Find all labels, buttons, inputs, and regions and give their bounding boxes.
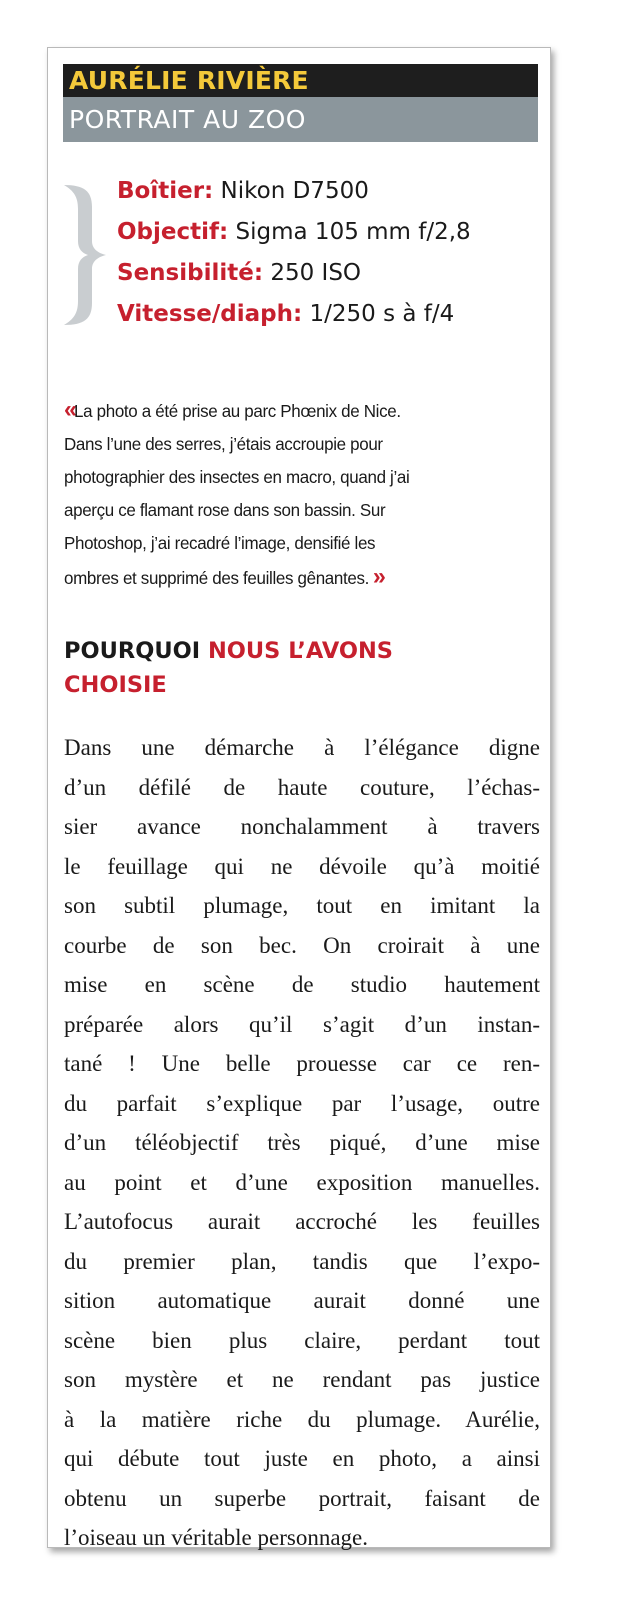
- section-heading: [64, 634, 534, 702]
- spec-row-iso: [117, 253, 547, 294]
- spec-row-speed: [117, 294, 547, 335]
- spec-value: Nikon D7500: [213, 178, 369, 204]
- quote-line: photographier des insectes en macro, quand j’ai: [64, 467, 410, 487]
- body-line: son subtil plumage, tout en imitant la: [64, 893, 540, 918]
- body-line: sition automatique aurait donné une: [64, 1288, 540, 1313]
- spec-label: Vitesse/diaph:: [117, 301, 303, 327]
- photo-caption-card: [47, 47, 551, 1548]
- spec-label: Objectif:: [117, 219, 229, 245]
- open-quote-mark: «: [64, 396, 75, 423]
- photographer-name: AURÉLIE RIVIÈRE: [63, 64, 538, 97]
- body-line: scène bien plus claire, perdant tout: [64, 1327, 540, 1353]
- heading-part-red: NOUS L’AVONS: [207, 638, 393, 664]
- body-line: au point et d’une exposition manuelles.: [64, 1169, 540, 1195]
- spec-value: 250 ISO: [263, 260, 362, 286]
- body-line: L’autofocus aurait accroché les feuilles: [64, 1209, 540, 1234]
- body-line: du premier plan, tandis que l’expo-: [64, 1248, 540, 1274]
- quote-line: aperçu ce flamant rose dans son bassin. Sur: [64, 500, 386, 520]
- heading-part-black: POURQUOI: [64, 638, 208, 664]
- body-line: qui débute tout juste en photo, a ainsi: [64, 1446, 540, 1471]
- camera-specs: [117, 171, 547, 335]
- spec-label: Boîtier:: [117, 178, 214, 204]
- body-line: courbe de son bec. On croirait à une: [64, 932, 540, 958]
- spec-value: 1/250 s à f/4: [302, 301, 455, 327]
- quote-text: La photo a été prise au parc Phœnix de Nice.: [74, 401, 401, 421]
- body-line: du parfait s’explique par l’usage, outre: [64, 1090, 540, 1116]
- spec-row-lens: [117, 212, 547, 253]
- body-line: l’oiseau un véritable personnage.: [64, 1525, 368, 1550]
- body-line: à la matière riche du plumage. Aurélie,: [64, 1406, 540, 1432]
- body-line: son mystère et ne rendant pas justice: [64, 1367, 540, 1392]
- body-line: tané ! Une belle prouesse car ce ren-: [64, 1051, 540, 1076]
- bracket-icon: [62, 183, 108, 327]
- body-line: mise en scène de studio hautement: [64, 972, 540, 997]
- heading-part-red-2: CHOISIE: [64, 672, 167, 698]
- body-line: d’un téléobjectif très piqué, d’une mise: [64, 1130, 540, 1155]
- photo-title: PORTRAIT AU ZOO: [63, 97, 538, 142]
- body-line: Dans une démarche à l’élégance digne: [64, 735, 540, 760]
- body-line: le feuillage qui ne dévoile qu’à moitié: [64, 853, 540, 879]
- spec-value: Sigma 105 mm f/2,8: [228, 219, 471, 245]
- spec-label: Sensibilité:: [117, 260, 264, 286]
- spec-row-body: [117, 171, 547, 212]
- body-line: sier avance nonchalamment à travers: [64, 814, 540, 839]
- body-line: préparée alors qu’il s’agit d’un instan-: [64, 1011, 540, 1037]
- body-line: d’un défilé de haute couture, l’échas-: [64, 774, 540, 800]
- quote-line: Dans l’une des serres, j’étais accroupie pour: [64, 434, 383, 454]
- body-line: obtenu un superbe portrait, faisant de: [64, 1485, 540, 1511]
- quote-line: [64, 560, 528, 595]
- quote-text: ombres et supprimé des feuilles gênantes.: [64, 568, 370, 588]
- photographer-quote: [64, 393, 528, 595]
- quote-line: [64, 393, 528, 428]
- review-text: [64, 728, 540, 1558]
- quote-line: Photoshop, j’ai recadré l’image, densifié les: [64, 533, 376, 553]
- close-quote-mark: »: [372, 563, 383, 590]
